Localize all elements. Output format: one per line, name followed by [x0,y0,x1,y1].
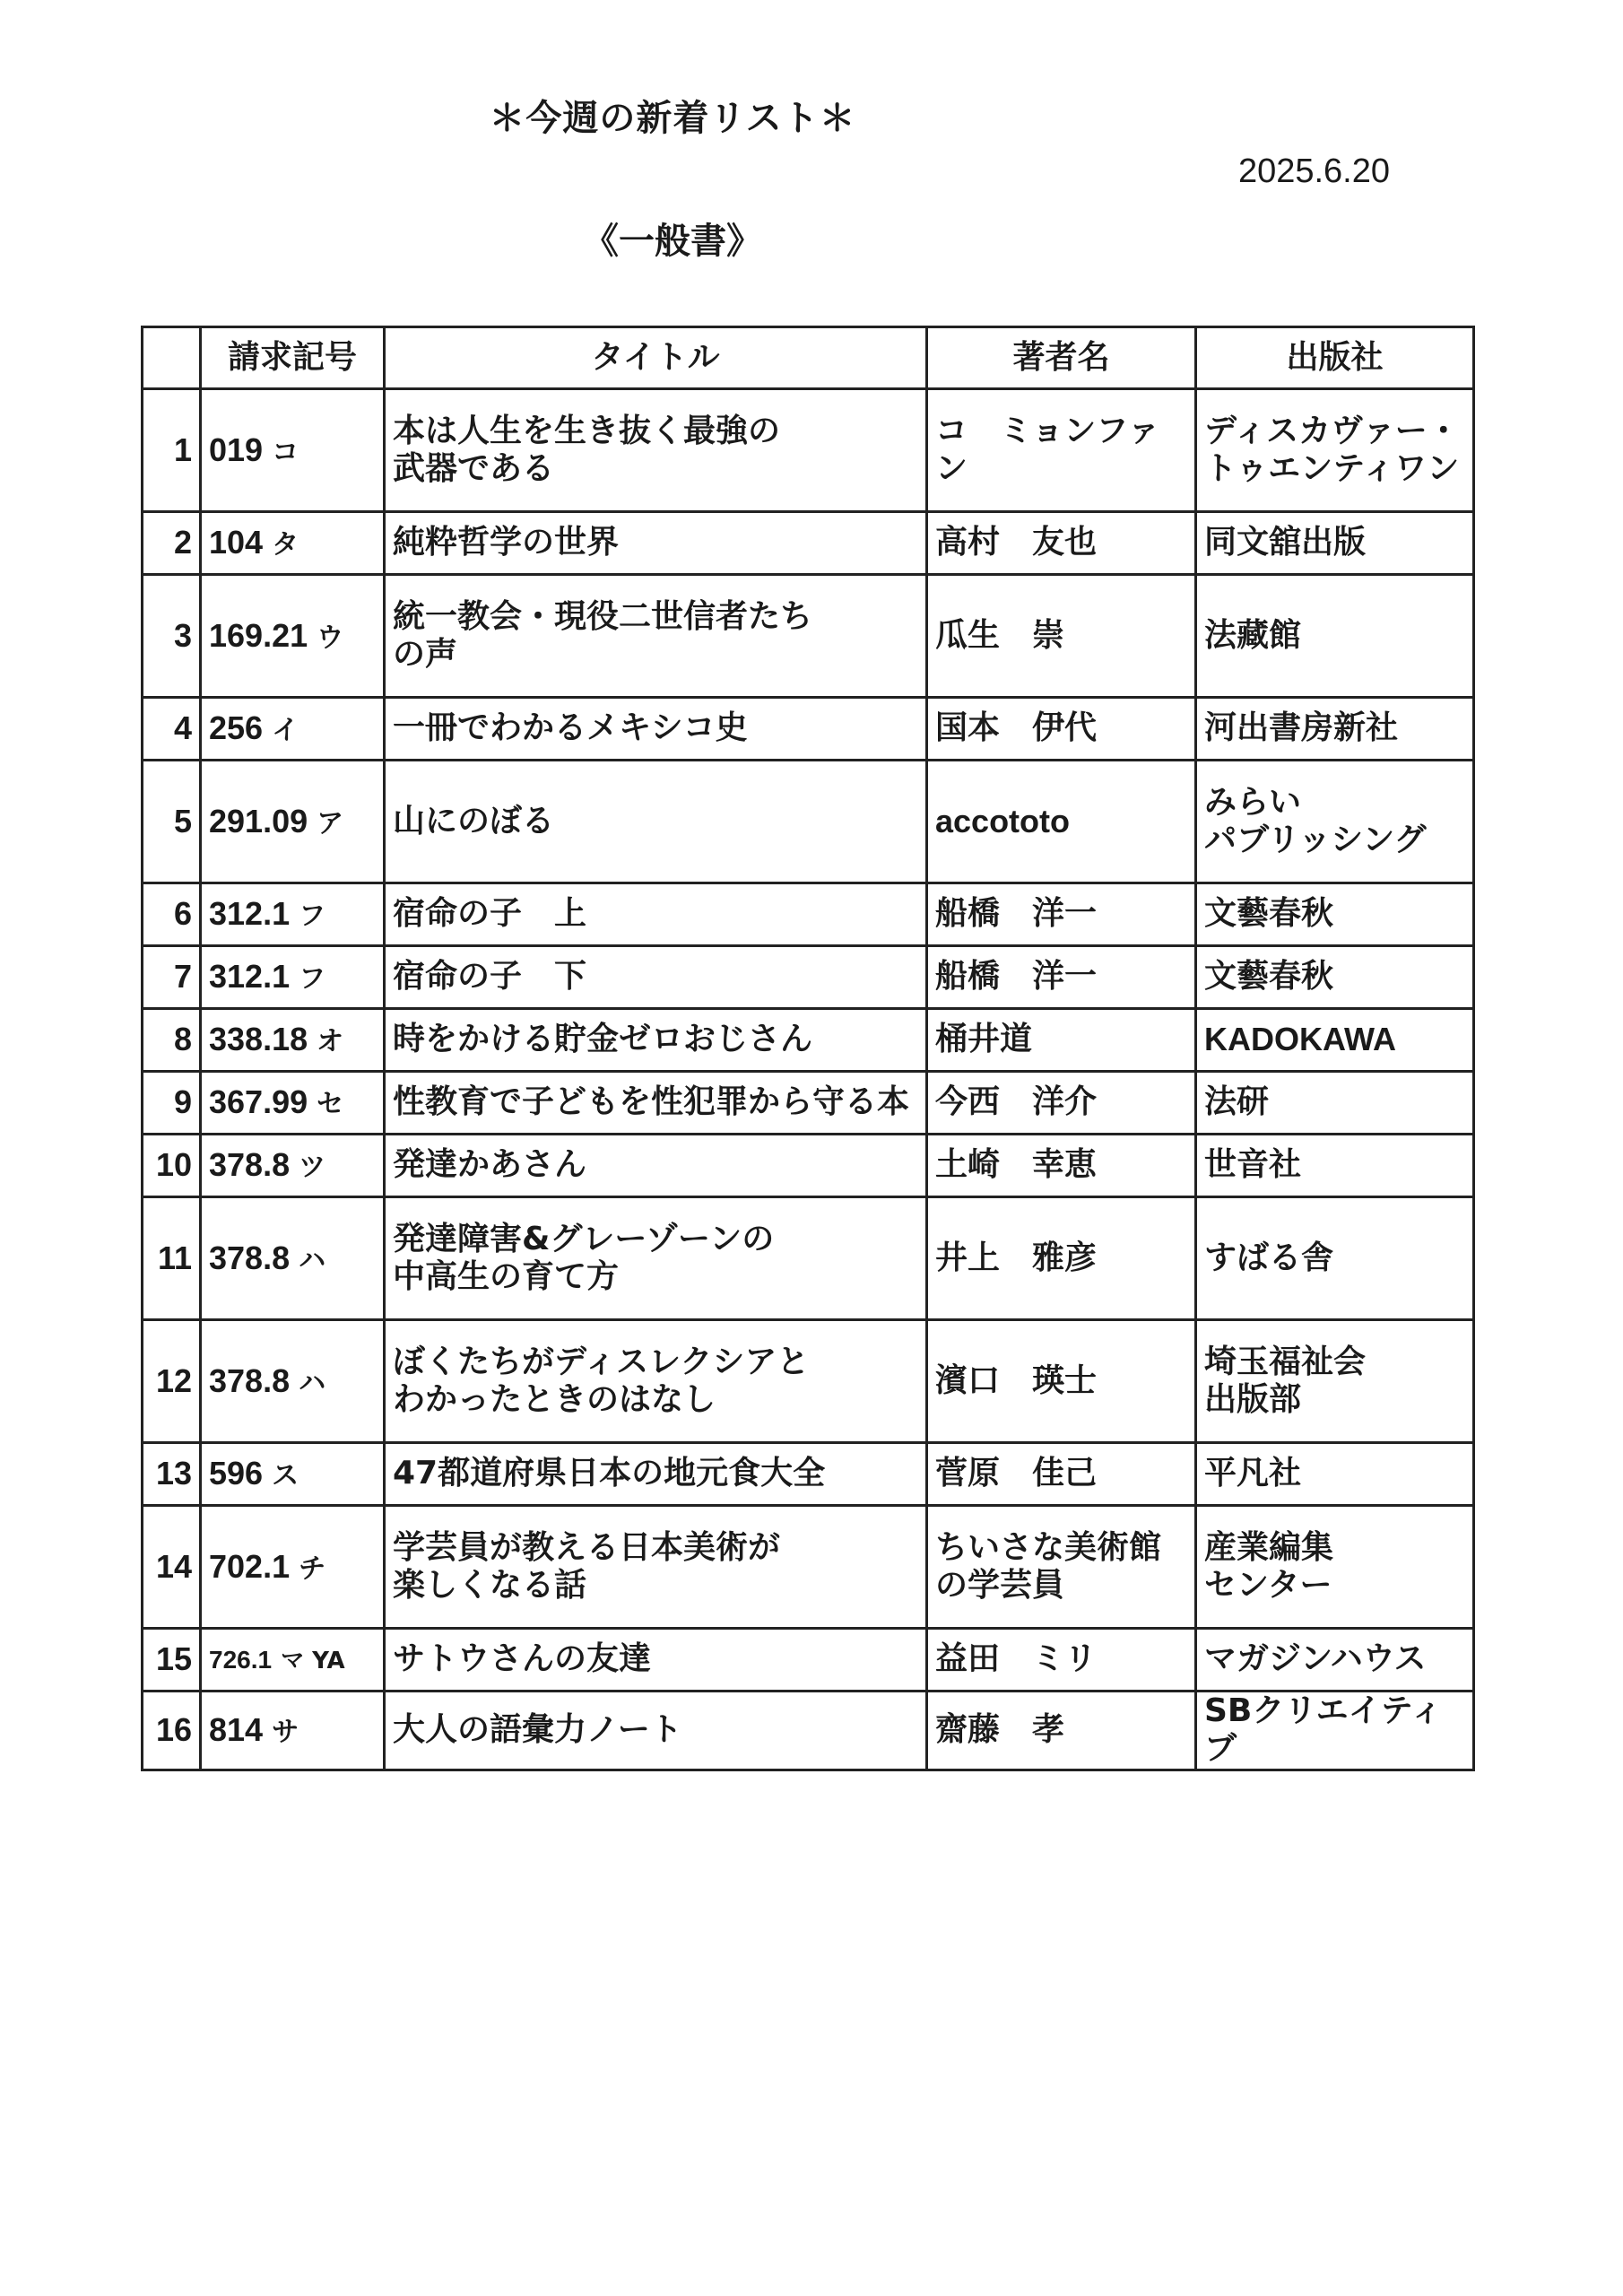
call-number-kana: ウ [317,622,344,654]
cell-line: 学芸員が教える日本美術が [393,1528,781,1566]
cell-line: 中高生の育て方 [393,1258,620,1295]
cell-line: 宿命の子 上 [393,895,587,933]
cell-line: 菅原 佳己 [935,1455,1098,1492]
call-number-kana: マ YA [281,1647,345,1674]
table-row [143,1072,1474,1135]
call-number-kana: セ [317,1089,344,1121]
cell-line: 濱口 瑛士 [935,1361,1098,1399]
call-number-kana: フ [299,900,326,933]
cell-line: 文藝春秋 [1204,958,1334,996]
title-cell [385,1320,927,1443]
cell-line: 楽しくなる話 [393,1567,587,1604]
call-number-cell [201,1320,385,1443]
cell-line: 井上 雅彦 [935,1239,1098,1276]
call-number: 378.8 [209,1239,291,1276]
call-number: 312.1 [209,958,291,996]
author-cell [927,1197,1196,1320]
publisher-cell [1196,698,1474,761]
call-number-cell [201,883,385,946]
author-cell [927,1135,1196,1197]
cell-line: 埼玉福祉会 [1204,1343,1367,1380]
publisher-cell [1196,883,1474,946]
row-number: 14 [143,1506,201,1629]
call-number-cell [201,512,385,575]
call-number-kana: イ [272,715,299,747]
call-number: 338.18 [209,1021,308,1058]
call-number: 256 [209,709,264,747]
author-cell [927,1629,1196,1692]
cell-line: 性教育で子どもを性犯罪から守る本 [393,1083,910,1121]
title-cell [385,698,927,761]
publisher-cell [1196,946,1474,1009]
cell-line: 世音社 [1204,1146,1302,1184]
call-number-kana: フ [299,963,326,996]
cell-line: わかったときのはなし [393,1381,716,1418]
author-cell [927,883,1196,946]
call-number-kana: ハ [299,1244,326,1276]
call-number-cell [201,946,385,1009]
cell-line: 産業編集 [1204,1528,1334,1566]
cell-line: コ ミョンファン [935,412,1160,487]
author-cell [927,389,1196,512]
cell-line: 国本 伊代 [935,709,1098,747]
table-row [143,761,1474,883]
publisher-cell [1196,1197,1474,1320]
call-number: 596 [209,1455,264,1492]
title-cell [385,1443,927,1506]
publisher-cell [1196,1443,1474,1506]
publisher-cell [1196,512,1474,575]
call-number: 367.99 [209,1083,308,1121]
call-number-cell [201,1072,385,1135]
cell-line: 本は人生を生き抜く最強の [393,412,781,449]
call-number: 378.8 [209,1146,291,1184]
page-date: 2025.6.20 [1237,152,1390,190]
cell-line: 土崎 幸恵 [935,1146,1098,1184]
cell-line: すばる舎 [1204,1239,1334,1276]
author-cell [927,761,1196,883]
call-number-cell [201,1692,385,1770]
call-number-cell [201,1135,385,1197]
new-arrivals-table [141,326,1475,1771]
cell-line: トゥエンティワン [1204,450,1460,487]
table-row [143,575,1474,698]
author-cell [927,1506,1196,1629]
section-heading: 《一般書》 [583,221,762,262]
table-header-row [143,327,1474,389]
column-header-author: 著者名 [927,327,1196,389]
cell-line: 統一教会・現役二世信者たち [393,597,813,635]
cell-line: 同文舘出版 [1204,524,1367,561]
title-cell [385,512,927,575]
row-number: 2 [143,512,201,575]
page-title: ＊今週の新着リスト＊ [489,98,856,139]
call-number-kana: ハ [299,1367,326,1399]
cell-line: 法藏館 [1204,616,1302,654]
author-cell [927,512,1196,575]
call-number-kana: ア [317,807,344,839]
cell-line: 武器である [393,450,555,487]
table-row [143,1135,1474,1197]
call-number: 726.1 [209,1645,273,1674]
table-row [143,1197,1474,1320]
table-row [143,1506,1474,1629]
call-number: 378.8 [209,1361,291,1399]
cell-line: マガジンハウス [1204,1640,1427,1678]
cell-line: ぼくたちがディスレクシアと [393,1343,810,1380]
call-number-cell [201,1009,385,1072]
cell-line: 発達障害&グレーゾーンの [393,1220,775,1257]
author-cell [927,946,1196,1009]
title-cell [385,1135,927,1197]
cell-line: 一冊でわかるメキシコ史 [393,709,748,747]
cell-line: 法研 [1204,1083,1270,1121]
column-header-publisher: 出版社 [1196,327,1474,389]
table-row [143,1009,1474,1072]
column-header-title: タイトル [385,327,927,389]
call-number: 312.1 [209,895,291,933]
title-cell [385,1692,927,1770]
cell-line: 宿命の子 下 [393,958,587,996]
cell-line: 齋藤 孝 [935,1711,1065,1749]
call-number-cell [201,1443,385,1506]
cell-line: 桶井道 [935,1021,1033,1058]
table-row [143,946,1474,1009]
call-number-kana: サ [272,1717,299,1749]
publisher-cell [1196,575,1474,698]
publisher-cell [1196,1506,1474,1629]
table-row [143,1443,1474,1506]
table-row [143,1629,1474,1692]
author-cell [927,1320,1196,1443]
cell-line: 大人の語彙力ノート [393,1711,682,1749]
call-number-kana: タ [272,529,299,561]
cell-line: ちいさな美術館 [935,1528,1162,1566]
row-number: 11 [143,1197,201,1320]
call-number-cell [201,389,385,512]
cell-line: 時をかける貯金ゼロおじさん [393,1021,813,1058]
cell-line: の学芸員 [935,1567,1065,1604]
column-header-number [143,327,201,389]
table-body [143,389,1474,1770]
cell-line: 今西 洋介 [935,1083,1098,1121]
publisher-cell [1196,1009,1474,1072]
row-number: 15 [143,1629,201,1692]
cell-line: の声 [393,636,458,673]
cell-line: 山にのぼる [393,802,555,839]
cell-line: 瓜生 崇 [935,616,1065,654]
title-cell [385,389,927,512]
publisher-cell [1196,1135,1474,1197]
cell-line: サトウさんの友達 [393,1640,652,1678]
cell-line: センター [1204,1567,1332,1604]
title-cell [385,946,927,1009]
call-number-cell [201,761,385,883]
row-number: 9 [143,1072,201,1135]
row-number: 3 [143,575,201,698]
cell-line: 益田 ミリ [935,1640,1098,1678]
row-number: 16 [143,1692,201,1770]
cell-line: 47都道府県日本の地元食大全 [393,1455,826,1492]
title-cell [385,1629,927,1692]
cell-line: みらい [1204,783,1302,821]
call-number: 169.21 [209,616,308,654]
table-row [143,512,1474,575]
title-cell [385,1506,927,1629]
publisher-cell [1196,1072,1474,1135]
cell-line: パブリッシング [1204,822,1427,858]
table-row [143,1692,1474,1770]
table-row [143,883,1474,946]
title-cell [385,1009,927,1072]
cell-line: 平凡社 [1204,1455,1302,1492]
title-cell [385,1197,927,1320]
call-number: 291.09 [209,802,308,839]
author-cell [927,1072,1196,1135]
row-number: 6 [143,883,201,946]
call-number: 814 [209,1711,264,1749]
call-number-kana: コ [272,436,299,468]
publisher-cell [1196,389,1474,512]
cell-line: ディスカヴァー・ [1204,412,1460,449]
call-number-kana: オ [317,1026,344,1058]
author-cell [927,1443,1196,1506]
author-cell [927,698,1196,761]
call-number: 702.1 [209,1547,291,1585]
call-number-cell [201,1506,385,1629]
cell-line: 高村 友也 [935,524,1098,561]
row-number: 10 [143,1135,201,1197]
call-number-kana: ツ [299,1152,326,1184]
table-row [143,1320,1474,1443]
row-number: 7 [143,946,201,1009]
row-number: 4 [143,698,201,761]
cell-line: 文藝春秋 [1204,895,1334,933]
cell-line: 純粋哲学の世界 [393,524,620,561]
cell-line: KADOKAWA [1204,1021,1396,1058]
author-cell [927,1692,1196,1770]
publisher-cell [1196,1629,1474,1692]
publisher-cell [1196,761,1474,883]
author-cell [927,575,1196,698]
cell-line: accototo [935,802,1071,839]
row-number: 1 [143,389,201,512]
title-cell [385,883,927,946]
row-number: 5 [143,761,201,883]
call-number-kana: ス [272,1460,299,1492]
call-number-cell [201,698,385,761]
call-number-cell [201,1197,385,1320]
cell-line: 河出書房新社 [1204,709,1399,747]
table-row [143,698,1474,761]
cell-line: 船橋 洋一 [935,895,1098,933]
call-number: 019 [209,430,264,468]
call-number-kana: チ [299,1552,326,1585]
cell-line: 発達かあさん [393,1146,587,1184]
author-cell [927,1009,1196,1072]
cell-line: 出版部 [1204,1381,1302,1418]
publisher-cell [1196,1692,1474,1770]
call-number: 104 [209,524,264,561]
call-number-cell [201,1629,385,1692]
cell-line: 船橋 洋一 [935,958,1098,996]
title-cell [385,761,927,883]
title-cell [385,1072,927,1135]
title-cell [385,575,927,698]
row-number: 13 [143,1443,201,1506]
table-row [143,389,1474,512]
row-number: 8 [143,1009,201,1072]
cell-line: SBクリエイティブ [1204,1692,1443,1768]
column-header-call-number: 請求記号 [201,327,385,389]
publisher-cell [1196,1320,1474,1443]
row-number: 12 [143,1320,201,1443]
call-number-cell [201,575,385,698]
